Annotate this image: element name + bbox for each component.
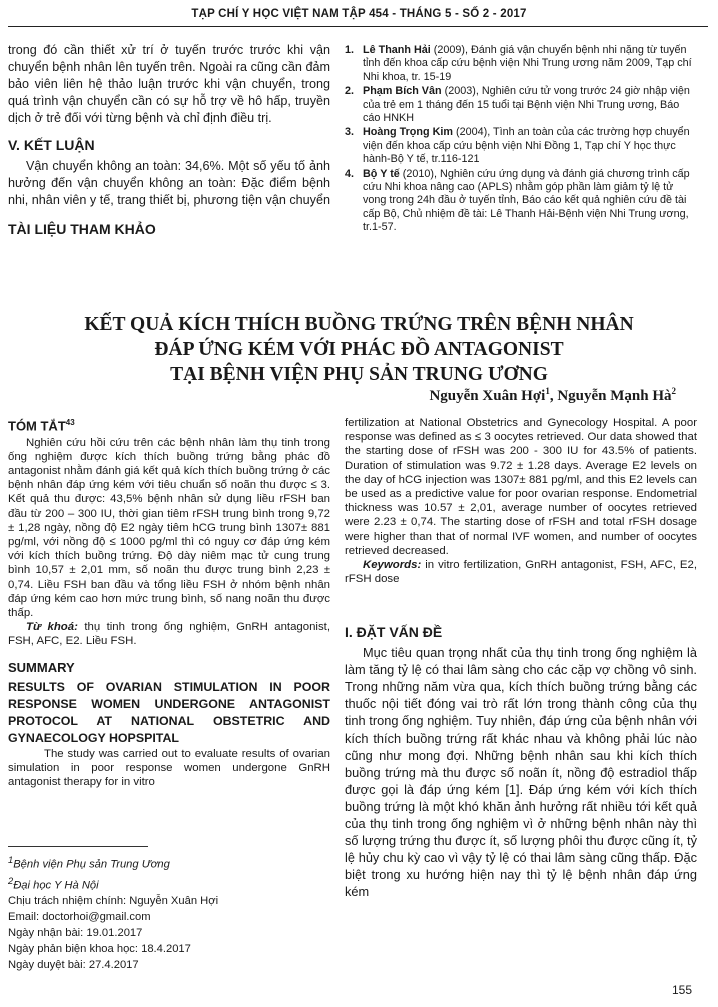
references-heading: TÀI LIỆU THAM KHẢO [8, 221, 156, 237]
author-name: Nguyễn Xuân Hợi [429, 388, 546, 404]
reference-item [345, 85, 697, 125]
review-date: Ngày phản biện khoa học: 18.4.2017 [8, 943, 191, 956]
keywords-label: Keywords: [363, 559, 422, 572]
reference-author: Bộ Y tế [363, 167, 400, 180]
keywords-label: Từ khoá: [26, 621, 78, 634]
reference-author: Phạm Bích Vân [363, 85, 442, 98]
reference-text [363, 126, 697, 166]
abstract-english-continued: fertilization at National Obstetrics and Gynecology Hospital. A poor response was defined as ≤ 3 oocytes retrieved. Our data showed that the starting dose of rFSH was 200 - 300 IU for 43.5% of patients. Duration of stimulation was 9.72 ± 1.28 days. Average E2 levels on the day of hCG injection was 1307± 881 pg/ml, and this E2 levels can be used as a predictive value for poor ovarian response. Endometrial thickness was 10.57 ± 2,01, average number of oocytes retrieved were 2.23 ± 0,74. The starting dose of rFSH and total rFSH dosage were higher than that of normal IVF women, and number of oocytes retrieved decreased. [345, 417, 697, 557]
reference-list [345, 44, 697, 235]
authors: Nguyễn Xuân Hợi$^1$, Nguyễn Mạnh $Hà^2$ [429, 386, 676, 404]
introduction-section [345, 624, 697, 901]
reference-text [363, 85, 697, 125]
affiliation-text: Đại học Y Hà Nội [13, 879, 99, 892]
contact-email: Email: doctorhoi@gmail.com [8, 911, 151, 924]
responsible-author: Chịu trách nhiệm chính: Nguyễn Xuân Hợi [8, 895, 219, 908]
introduction-text-part: . Đáp ứng kém với kích thích buồng trứng là một khó khăn ảnh hưởng rất nhiều tới kết quả của thụ tinh trong ống nghiệm vì ở những bệnh nhân này thì số lượng trứng thu được ít, số lượng phôi thu được cũng ít, tỷ lệ hủy chu kỳ cao vì vậy tỷ lệ có thai lâm sàng cũng thấp. Đặc biệt trong xu hướng hiện nay thì tỷ lệ bệnh nhân đáp ứng kém [345, 781, 697, 900]
reference-item [345, 44, 697, 84]
footnote-mark: 2 [8, 875, 14, 886]
article-title-line: TẠI BỆNH VIỆN PHỤ SẢN TRUNG ƯƠNG [170, 364, 548, 385]
reference-number: 3. [345, 126, 355, 139]
affiliation-text: Bệnh viện Phụ sản Trung Ương [13, 858, 170, 871]
reference-item [345, 168, 697, 235]
footnotes [8, 852, 333, 973]
abstract-heading-text: TÓM TẮT [8, 418, 66, 434]
article-title [0, 312, 718, 387]
abstract-left-column [8, 416, 330, 789]
introduction-text [345, 644, 697, 900]
conclusion-heading: V. KẾT LUẬN [8, 137, 95, 153]
reference-text [363, 168, 697, 235]
keywords-value: thụ tinh trong ống nghiệm, GnRH antagonist, FSH, AFC, E2. Liều FSH. [8, 621, 330, 648]
prev-article-body: trong đó cần thiết xử trí ở tuyến trước trước khi vận chuyển bệnh nhân lên tuyến trên. Ngoài ra cũng cần đảm bảo viên liên hệ thảo luận trước khi vận chuyển, trong quá trình vận chuyển cần có sự hỗ trợ về hô hấp, truyền dịch ở trẻ đối với từng bệnh và chỉ định điều trị. [8, 43, 330, 125]
abstract-heading [8, 416, 330, 434]
summary-title: RESULTS OF OVARIAN STIMULATION IN POOR RESPONSE WOMEN UNDERGONE ANTAGONIST PROTOCOL AT NATIONAL OBSTETRIC AND GYNAECOLOGY HOPSPITAL [8, 679, 330, 745]
reference-number: 1. [345, 44, 355, 56]
keywords-english [345, 558, 697, 586]
footnote-affiliation [8, 852, 333, 873]
conclusion-text: Vận chuyển không an toàn: 34,6%. Một số yếu tố ảnh hưởng đến vận chuyển không an toàn: Đặc điểm bệnh nhi, nhân viên y tế, trang thiết bị, phương tiện vận chuyển [8, 159, 330, 207]
footnote-mark: 43 [65, 418, 75, 427]
article-title-line: ĐÁP ỨNG KÉM VỚI PHÁC ĐỒ ANTAGONIST [154, 339, 564, 360]
reference-details: (2004), Tình an toàn của các trường hợp chuyển viện đến khoa cấp cứu bệnh viện Nhi Đồng 1, Tạp chí Y học thực hành-Bộ Y tế, tr.116-121 [363, 126, 690, 166]
footnote-affiliation [8, 873, 333, 894]
keywords-vietnamese [8, 620, 330, 648]
approval-date: Ngày duyệt bài: 27.4.2017 [8, 959, 139, 972]
introduction-text-part: Mục tiêu quan trọng nhất của thụ tinh trong ống nghiệm là làm tăng tỷ lệ có thai lâm sàng cho các cặp vợ chồng vô sinh. Trong những năm vừa qua, kích thích buồng trứng bằng các thuốc nội tiết đóng vai trò rất lớn trong thành công của thụ tinh trong ống nghiệm. Tuy nhiên, đáp ứng của bệnh nhân với kích thích buồng trứng rất khác nhau và không phải lúc nào cũng như mong đợi. Những bệnh nhân sau khi kích thích buồng trứng mà thu được số noãn ít, nồng độ estradiol thấp được gọi là đáp ứng kém [345, 645, 697, 797]
journal-header: TẠP CHÍ Y HỌC VIỆT NAM TẬP 454 - THÁNG 5 - SỐ 2 - 2017 [191, 8, 527, 20]
page-number: 155 [671, 983, 692, 997]
summary-heading: SUMMARY [8, 659, 75, 675]
header-divider [8, 26, 708, 27]
reference-details: (2010), Nghiên cứu ứng dụng và đánh giá chương trình cấp cứu Nhi khoa nâng cao (APLS) nhằm góp phần làm giảm tỷ lệ tử vong trong 24h đầu ở tuyến tỉnh, Báo cáo kết quả nghiên cứu đề tài cấp Bộ, Chủ nhiệm đề tài: Lê Thanh Hải-Bệnh viện Nhi Trung ương, tr.1-57. [363, 167, 690, 234]
prev-article-right-column [345, 44, 697, 236]
citation-reference: [1] [505, 781, 520, 797]
footnote-divider [8, 846, 148, 847]
reference-details: (2009), Đánh giá vận chuyển bệnh nhi nặng từ tuyến tỉnh đến khoa cấp cứu bệnh viện Nhi Trung ương năm 2009, Tạp chí Nhi khoa, tr. 15-19 [363, 44, 692, 83]
author-affiliation-mark: 1 [545, 386, 550, 396]
abstract-vietnamese: Nghiên cứu hồi cứu trên các bệnh nhân làm thụ tinh trong ống nghiệm được kích thích buồng trứng bằng phác đồ antagonist nhằm đánh giá kết quả kích thích buồng trứng ở các bệnh nhân đáp ứng kém với tiêu chuẩn số noãn thu được ≤ 3. Kết quả thu được: 43,5% bệnh nhân sử dụng liều rFSH ban đầu từ 200 – 300 IU, thời gian tiêm rFSH trung bình trong 9,72 ± 1,28 ngày, nồng độ E2 ngày tiêm hCG trung bình 1307± 881 pg/ml, với nồng độ ≤ 1000 pg/ml thì có nguy cơ đáp ứng kém với kích thích buồng trứng. Độ dày niêm mạc tử cung trung bình 10,57 ± 2,01 mm, số noãn thu được trung bình 2,23 ± 0,74. Liều FSH ban đầu và tổng liều FSH ở nhóm bệnh nhân đáp ứng kém cao hơn mức trung bình, số nang noãn thu được thấp. [8, 436, 330, 619]
reference-details: (2003), Nghiên cứu tử vong trước 24 giờ nhập viện của trẻ em 1 tháng đến 15 tuổi tại Bệnh viện Nhi Trung ương, Báo cáo HNKH [363, 85, 690, 125]
keywords-value: in vitro fertilization, GnRH antagonist, FSH, AFC, E2, rFSH dose [345, 559, 697, 586]
article-title-line: KẾT QUẢ KÍCH THÍCH BUỒNG TRỨNG TRÊN BỆNH NHÂN [84, 314, 634, 335]
footnote-mark: 1 [8, 855, 14, 865]
reference-author: Lê Thanh Hải [363, 44, 431, 56]
author-affiliation-mark: 2 [671, 386, 676, 396]
reference-number: 2. [345, 85, 355, 98]
prev-article-left-column [8, 42, 330, 238]
abstract-right-column [345, 416, 697, 586]
author-name: Nguyễn Mạnh Hà [557, 388, 672, 404]
reference-item [345, 126, 697, 166]
reference-author: Hoàng Trọng Kim [363, 126, 453, 139]
introduction-heading: I. ĐẶT VẤN ĐỀ [345, 624, 443, 640]
reference-number: 4. [345, 167, 355, 180]
abstract-english-start: The study was carried out to evaluate results of ovarian simulation in poor response women undergone GnRH antagonist therapy for in vitro [8, 747, 330, 789]
received-date: Ngày nhận bài: 19.01.2017 [8, 927, 143, 940]
reference-text [363, 44, 697, 84]
